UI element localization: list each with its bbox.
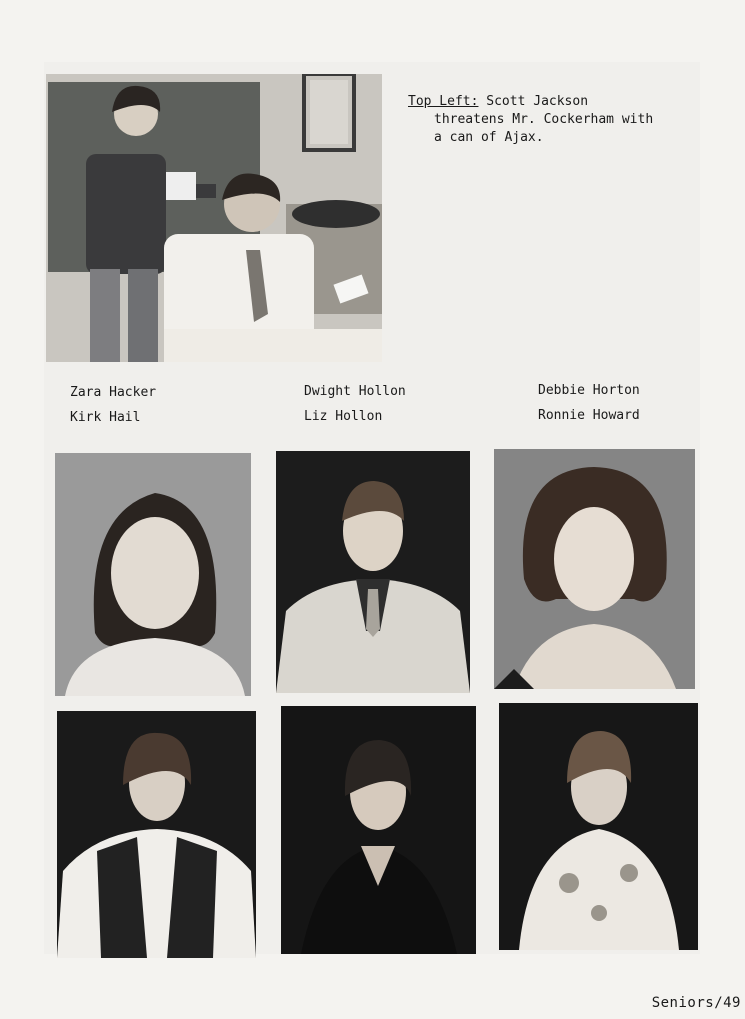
name-debbie-horton: Debbie Horton [538,383,640,398]
classroom-candid-photo [46,74,382,362]
caption-line-2: threatens Mr. Cockerham with [434,112,654,127]
name-zara-hacker: Zara Hacker [70,385,157,400]
name-ronnie-howard: Ronnie Howard [538,408,640,423]
caption-lead: Top Left: [408,94,479,109]
name-liz-hollon: Liz Hollon [304,409,383,424]
names-column-2 [304,379,406,429]
portrait-ronnie-howard [499,703,698,950]
portrait-zara-hacker [55,453,251,696]
photo-caption [408,93,688,147]
page-folio: Seniors/49 [651,995,741,1011]
name-kirk-hail: Kirk Hail [70,410,141,425]
portrait-kirk-hail [57,711,256,958]
portrait-liz-hollon [281,706,476,954]
names-column-1 [70,380,156,430]
portrait-debbie-horton [494,449,695,689]
name-dwight-hollon: Dwight Hollon [304,384,406,399]
caption-line-3: a can of Ajax. [434,130,544,145]
caption-line-1: Scott Jackson [486,94,589,109]
names-column-3 [538,378,640,428]
portrait-dwight-hollon [276,451,470,693]
